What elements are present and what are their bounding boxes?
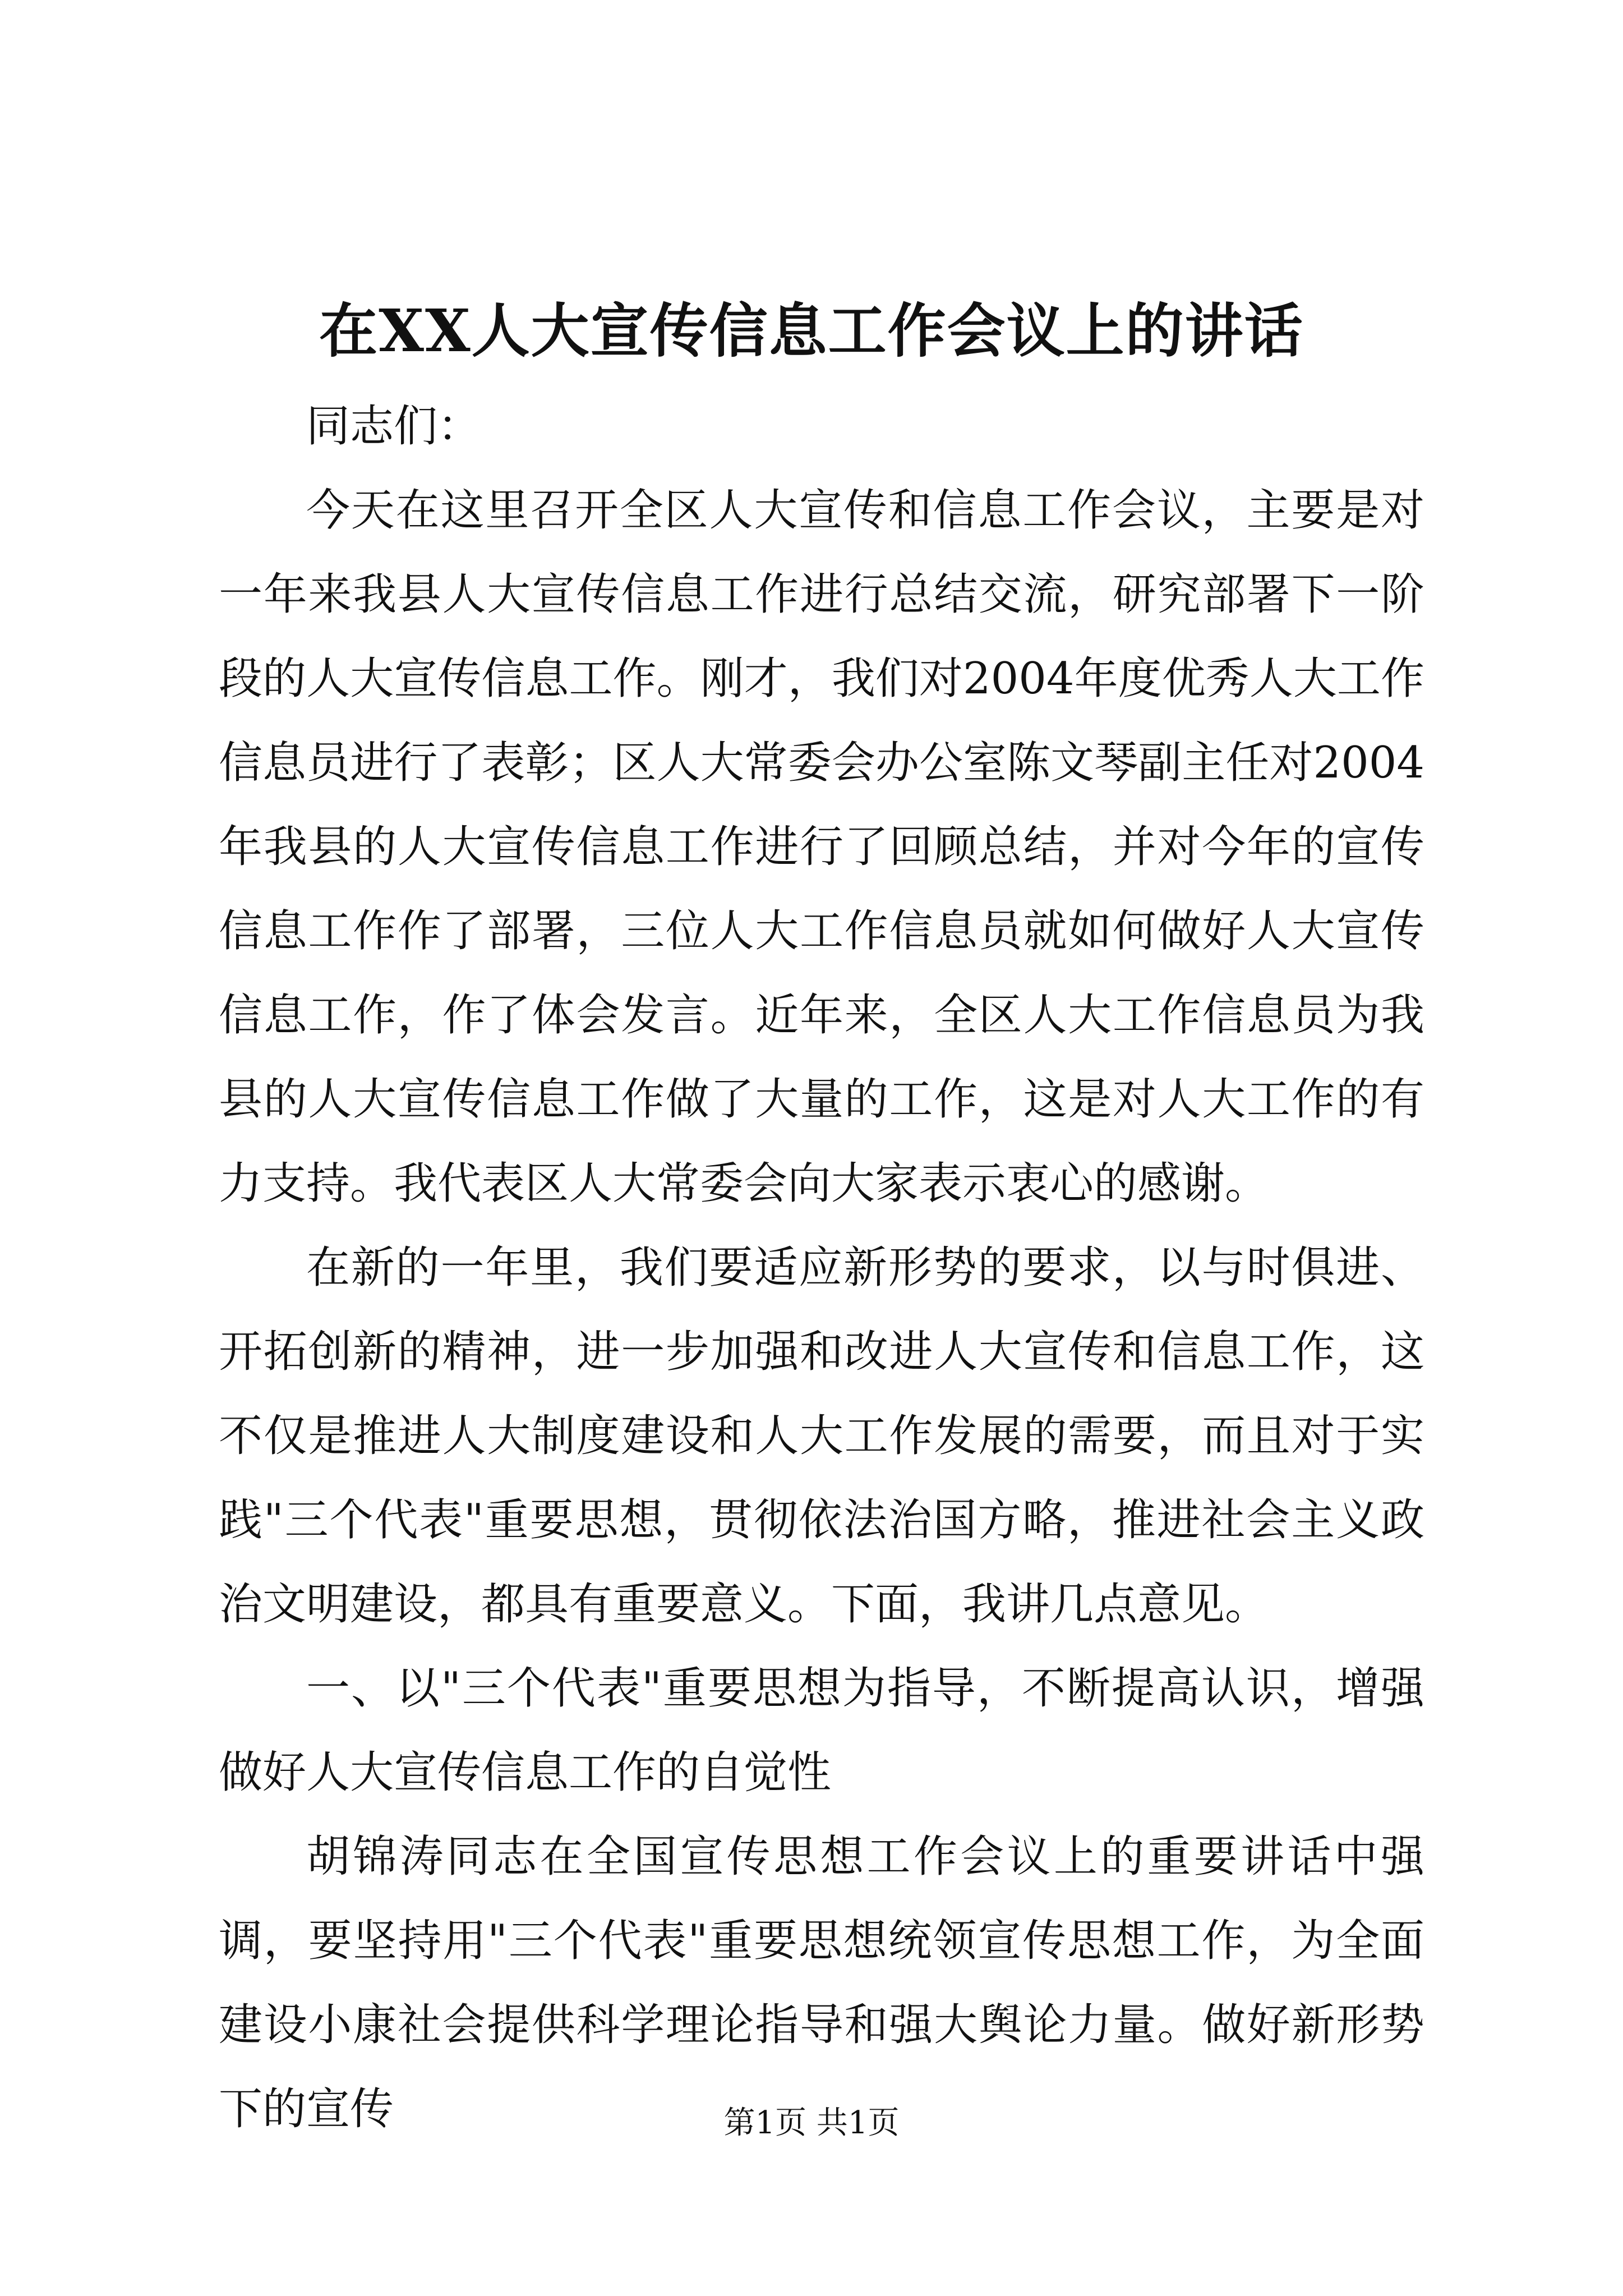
paragraph-3: 胡锦涛同志在全国宣传思想工作会议上的重要讲话中强调，要坚持用"三个代表"重要思想统领宣传思想工作，为全面建设小康社会提供科学理论指导和强大舆论力量。做好新形势下的宣传 [219,1832,1424,2134]
salutation: 同志们： [306,401,482,452]
section-heading-1: 一、以"三个代表"重要思想为指导，不断提高认识，增强做好人大宣传信息工作的自觉性 [219,1663,1424,1798]
document-title: 在XX人大宣传信息工作会议上的讲话 [319,296,1304,365]
page-number-label: 第1页 共1页 [723,2105,900,2141]
paragraph-1: 今天在这里召开全区人大宣传和信息工作会议，主要是对一年来我县人大宣传信息工作进行总结交流，研究部署下一阶段的人大宣传信息工作。刚才，我们对2004年度优秀人大工作信息员进行了表彰；区人大常委会办公室陈文琴副主任对2004年我县的人大宣传信息工作进行了回顾总结，并对今年的宣传信息工作作了部署，三位人大工作信息员就如何做好人大宣传信息工作，作了体会发言。近年来，全区人大工作信息员为我县的人大宣传信息工作做了大量的工作，这是对人大工作的有力支持。我代表区人大常委会向大家表示衷心的感谢。 [219,485,1424,1209]
page-footer [0,2101,1623,2146]
paragraph-2: 在新的一年里，我们要适应新形势的要求，以与时俱进、开拓创新的精神，进一步加强和改进人大宣传和信息工作，这不仅是推进人大制度建设和人大工作发展的需要，而且对于实践"三个代表"重要思想，贯彻依法治国方略，推进社会主义政治文明建设，都具有重要意义。下面，我讲几点意见。 [219,1243,1424,1630]
document-body [219,384,1424,2151]
